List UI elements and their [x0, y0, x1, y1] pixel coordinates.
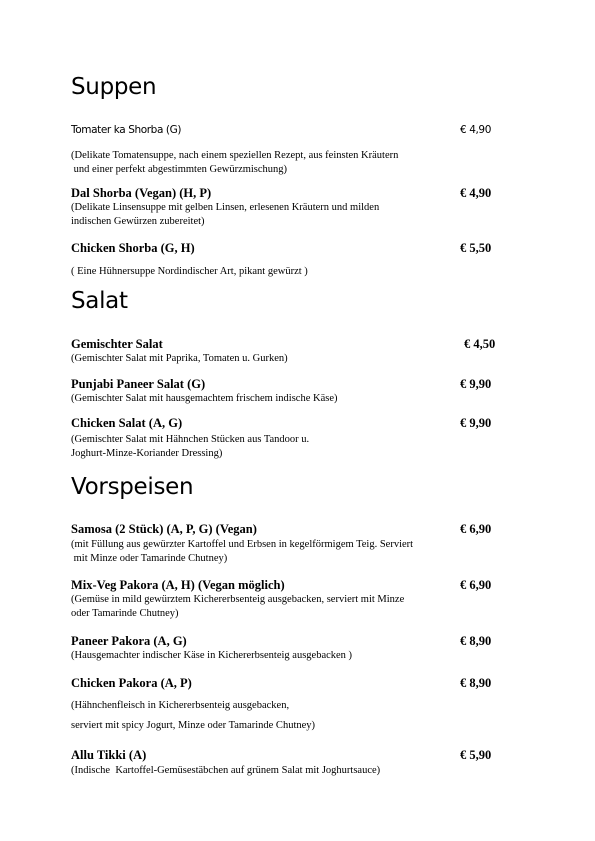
item-price-punjabi-paneer-salat: € 9,90 — [460, 377, 492, 391]
item-desc-chicken-pakora: (Hähnchenfleisch in Kichererbsenteig ausgebacken, — [71, 700, 290, 711]
item-desc-chicken-salat: (Gemischter Salat mit Hähnchen Stücken aus Tandoor u. Joghurt-Minze-Koriander Dressing) — [71, 434, 310, 459]
item-price-allu-tikki: € 5,90 — [460, 748, 492, 762]
section-title-suppen: Suppen — [71, 74, 157, 100]
item-name-chicken-pakora: Chicken Pakora (A, P) — [71, 676, 192, 690]
item-name-chicken-shorba: Chicken Shorba (G, H) — [71, 241, 195, 255]
item-name-paneer-pakora: Paneer Pakora (A, G) — [71, 634, 187, 648]
item-desc-mix-veg-pakora: (Gemüse in mild gewürztem Kichererbsenteig ausgebacken, serviert mit Minze oder Tamarinde Chutney) — [71, 594, 405, 619]
item-desc-allu-tikki: (Indische Kartoffel-Gemüsestäbchen auf grünem Salat mit Joghurtsauce) — [71, 765, 381, 776]
item-price-samosa: € 6,90 — [460, 522, 492, 536]
item-price-chicken-salat: € 9,90 — [460, 416, 492, 430]
item-name-dal-shorba: Dal Shorba (Vegan) (H, P) — [71, 186, 212, 200]
item-desc-gemischter-salat: (Gemischter Salat mit Paprika, Tomaten u. Gurken) — [71, 353, 288, 364]
item-name-tomater-ka-shorba: Tomater ka Shorba (G) — [71, 124, 182, 136]
item-desc-chicken-shorba: ( Eine Hühnersuppe Nordindischer Art, pikant gewürzt ) — [71, 266, 308, 277]
item-desc-paneer-pakora: (Hausgemachter indischer Käse in Kichererbsenteig ausgebacken ) — [71, 650, 353, 661]
item-price-gemischter-salat: € 4,50 — [464, 337, 496, 351]
item-price-dal-shorba: € 4,90 — [460, 186, 492, 200]
item-name-chicken-salat: Chicken Salat (A, G) — [71, 416, 183, 430]
item-price-mix-veg-pakora: € 6,90 — [460, 578, 492, 592]
item-price-paneer-pakora: € 8,90 — [460, 634, 492, 648]
item-price-chicken-shorba: € 5,50 — [460, 241, 492, 255]
item-desc-tomater-ka-shorba: (Delikate Tomatensuppe, nach einem speziellen Rezept, aus feinsten Kräutern und einer perfekt abgestimmten Gewürzmischung) — [71, 150, 399, 175]
item-price-chicken-pakora: € 8,90 — [460, 676, 492, 690]
section-title-salat: Salat — [71, 288, 128, 314]
item-name-punjabi-paneer-salat: Punjabi Paneer Salat (G) — [71, 377, 206, 391]
item-name-mix-veg-pakora: Mix-Veg Pakora (A, H) (Vegan möglich) — [71, 578, 285, 592]
item-price-tomater-ka-shorba: € 4,90 — [460, 124, 491, 136]
item-name-samosa: Samosa (2 Stück) (A, P, G) (Vegan) — [71, 522, 257, 536]
item-desc-samosa: (mit Füllung aus gewürzter Kartoffel und Erbsen in kegelförmigem Teig. Serviert mit Minze oder Tamarinde Chutney) — [71, 539, 414, 564]
item-desc-dal-shorba: (Delikate Linsensuppe mit gelben Linsen, erlesenen Kräutern und milden indischen Gewürzen zubereitet) — [71, 202, 380, 227]
item-desc-punjabi-paneer-salat: (Gemischter Salat mit hausgemachtem frischem indische Käse) — [71, 393, 338, 404]
item-desc-chicken-pakora-line2: serviert mit spicy Jogurt, Minze oder Tamarinde Chutney) — [71, 720, 316, 731]
section-title-vorspeisen: Vorspeisen — [71, 474, 194, 500]
item-name-allu-tikki: Allu Tikki (A) — [71, 748, 147, 762]
item-name-gemischter-salat: Gemischter Salat — [71, 337, 163, 351]
